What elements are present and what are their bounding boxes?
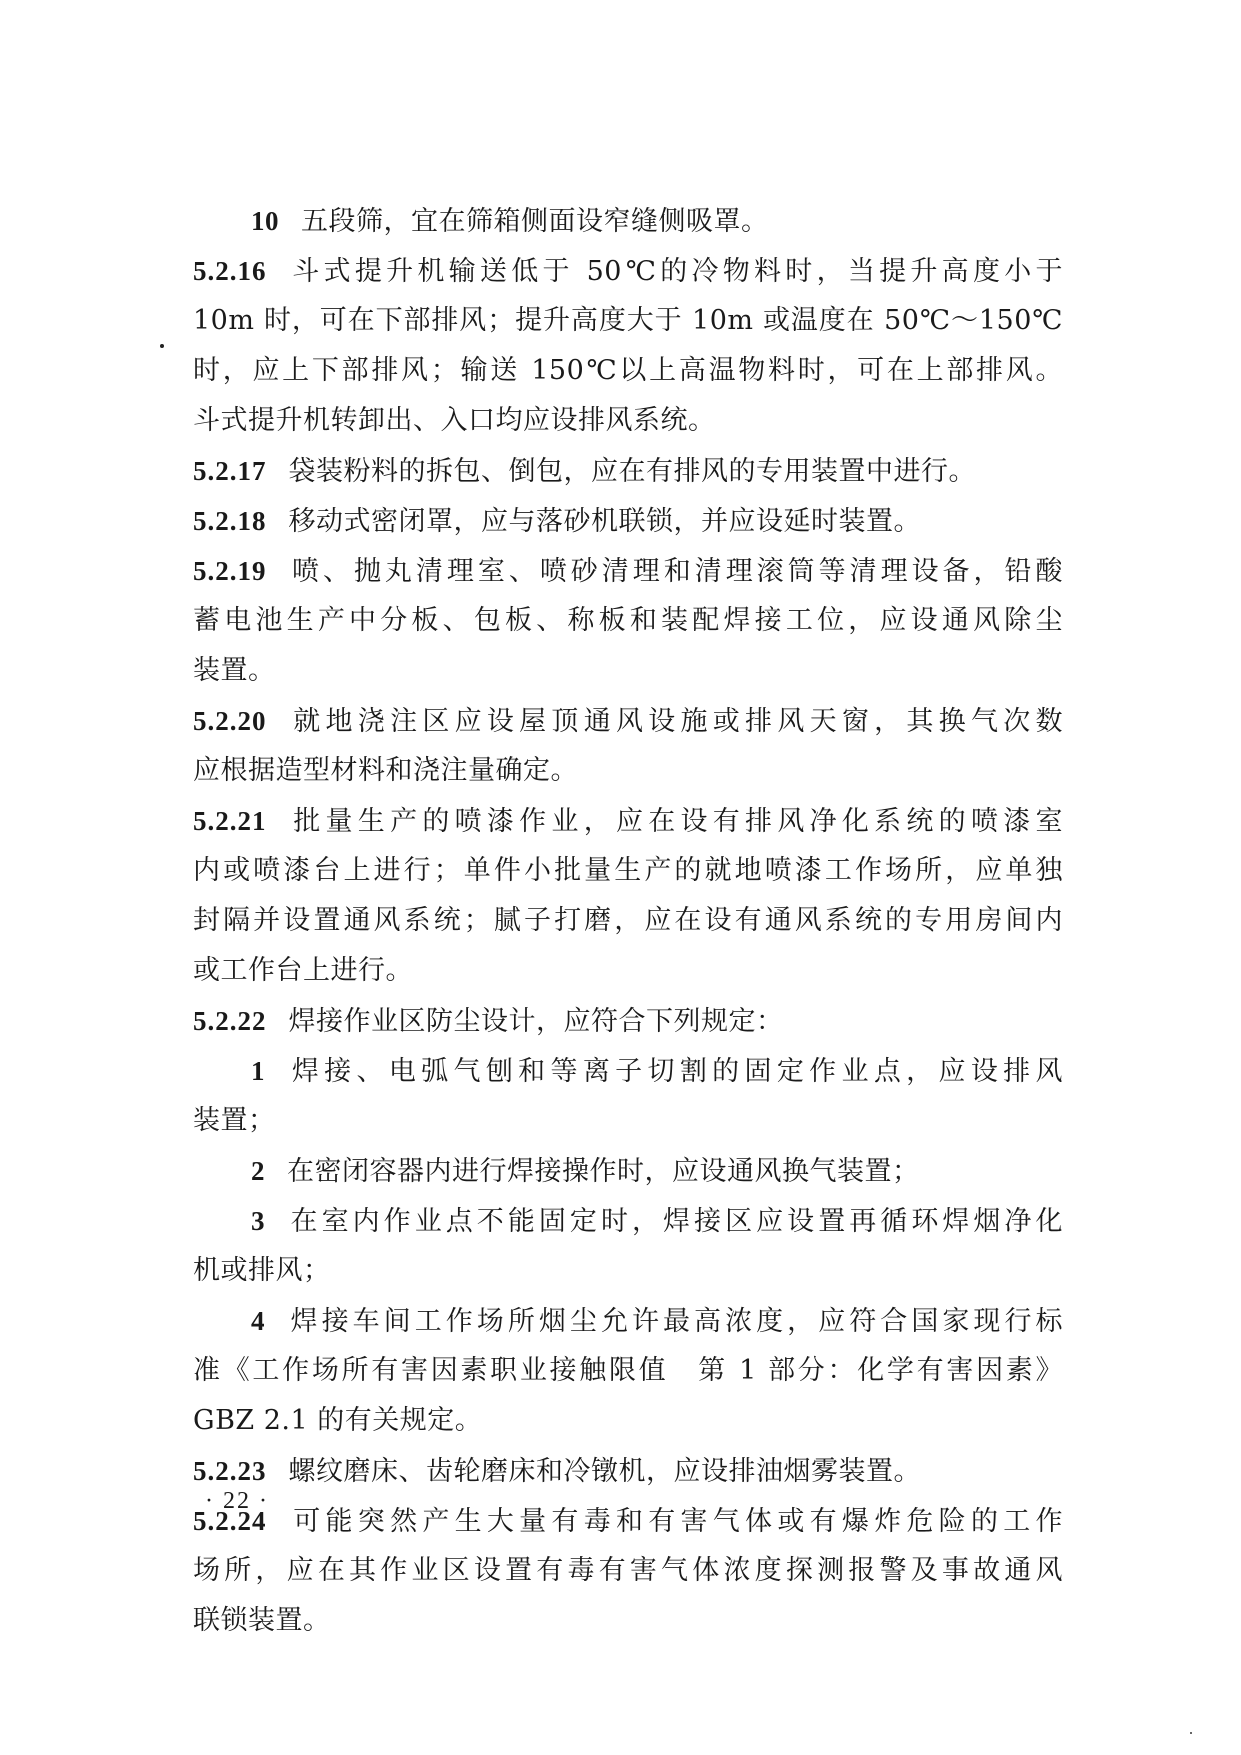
clause-5-2-16-line-3: 时，应上下部排风；输送 150℃以上高温物料时，可在上部排风。 — [193, 355, 1063, 386]
clause-5-2-16-line-4: 斗式提升机转卸出、入口均应设排风系统。 — [193, 405, 716, 436]
clause-5-2-21-line-4: 或工作台上进行。 — [193, 955, 413, 986]
scan-artifact-dot — [160, 344, 164, 348]
clause-5-2-21-line-1: 5.2.21 批量生产的喷漆作业，应在设有排风净化系统的喷漆室 — [193, 806, 1063, 837]
clause-5-2-22-item-2-line-1: 2 在密闭容器内进行焊接操作时，应设通风换气装置； — [251, 1156, 920, 1187]
item-number: 3 — [251, 1206, 265, 1236]
clause-number: 5.2.23 — [193, 1456, 267, 1486]
clause-5-2-19-line-3: 装置。 — [193, 655, 276, 686]
clause-5-2-17-line-1: 5.2.17 袋装粉料的拆包、倒包，应在有排风的专用装置中进行。 — [193, 456, 976, 487]
clause-number: 5.2.16 — [193, 256, 267, 286]
clause-5-2-16-line-1: 5.2.16 斗式提升机输送低于 50℃的冷物料时，当提升高度小于 — [193, 256, 1063, 287]
clause-5-2-22-line-1: 5.2.22 焊接作业区防尘设计，应符合下列规定： — [193, 1006, 784, 1037]
clause-5-2-18-line-1: 5.2.18 移动式密闭罩，应与落砂机联锁，并应设延时装置。 — [193, 506, 921, 537]
clause-5-2-21-line-3: 封隔并设置通风系统；腻子打磨，应在设有通风系统的专用房间内 — [193, 905, 1063, 936]
page-number: · 22 · — [205, 1488, 269, 1514]
clause-number: 5.2.20 — [193, 706, 267, 736]
clause-5-2-23-line-1: 5.2.23 螺纹磨床、齿轮磨床和冷镦机，应设排油烟雾装置。 — [193, 1456, 921, 1487]
clause-5-2-22-item-4-line-2: 准《工作场所有害因素职业接触限值 第 1 部分：化学有害因素》 — [193, 1355, 1063, 1386]
clause-5-2-24-line-3: 联锁装置。 — [193, 1605, 331, 1636]
clause-number: 5.2.24 — [193, 1506, 267, 1536]
clause-5-2-22-item-4-line-1: 4 焊接车间工作场所烟尘允许最高浓度，应符合国家现行标 — [251, 1306, 1063, 1337]
clause-5-2-19-line-1: 5.2.19 喷、抛丸清理室、喷砂清理和清理滚筒等清理设备，铅酸 — [193, 556, 1063, 587]
clause-number: 5.2.22 — [193, 1006, 267, 1036]
clause-5-2-24-line-2: 场所，应在其作业区设置有毒有害气体浓度探测报警及事故通风 — [193, 1555, 1063, 1586]
clause-number: 5.2.19 — [193, 556, 267, 586]
scan-artifact-dot — [1190, 1732, 1192, 1734]
clause-5-2-22-item-1-line-2: 装置； — [193, 1105, 276, 1136]
clause-number: 10 — [251, 206, 279, 236]
item-number: 2 — [251, 1156, 265, 1186]
clause-5-2-22-item-3-line-2: 机或排风； — [193, 1255, 331, 1286]
clause-5-2-20-line-1: 5.2.20 就地浇注区应设屋顶通风设施或排风天窗，其换气次数 — [193, 706, 1063, 737]
clause-number: 5.2.17 — [193, 456, 267, 486]
item-number: 1 — [251, 1056, 265, 1086]
clause-5-2-21-line-2: 内或喷漆台上进行；单件小批量生产的就地喷漆工作场所，应单独 — [193, 855, 1063, 886]
clause-5-2-16-line-2: 10m 时，可在下部排风；提升高度大于 10m 或温度在 50℃～150℃ — [193, 305, 1063, 336]
clause-5-2-20-line-2: 应根据造型材料和浇注量确定。 — [193, 755, 578, 786]
clause-10-line-1: 10 五段筛，宜在筛箱侧面设窄缝侧吸罩。 — [251, 206, 769, 237]
clause-number: 5.2.18 — [193, 506, 267, 536]
clause-5-2-22-item-1-line-1: 1 焊接、电弧气刨和等离子切割的固定作业点，应设排风 — [251, 1056, 1063, 1087]
clause-5-2-24-line-1: 5.2.24 可能突然产生大量有毒和有害气体或有爆炸危险的工作 — [193, 1506, 1063, 1537]
item-number: 4 — [251, 1306, 265, 1336]
body-text — [193, 196, 1063, 1646]
clause-number: 5.2.21 — [193, 806, 267, 836]
clause-5-2-22-item-3-line-1: 3 在室内作业点不能固定时，焊接区应设置再循环焊烟净化 — [251, 1206, 1063, 1237]
clause-5-2-22-item-4-line-3: GBZ 2.1 的有关规定。 — [193, 1405, 483, 1436]
clause-5-2-19-line-2: 蓄电池生产中分板、包板、称板和装配焊接工位，应设通风除尘 — [193, 605, 1063, 636]
